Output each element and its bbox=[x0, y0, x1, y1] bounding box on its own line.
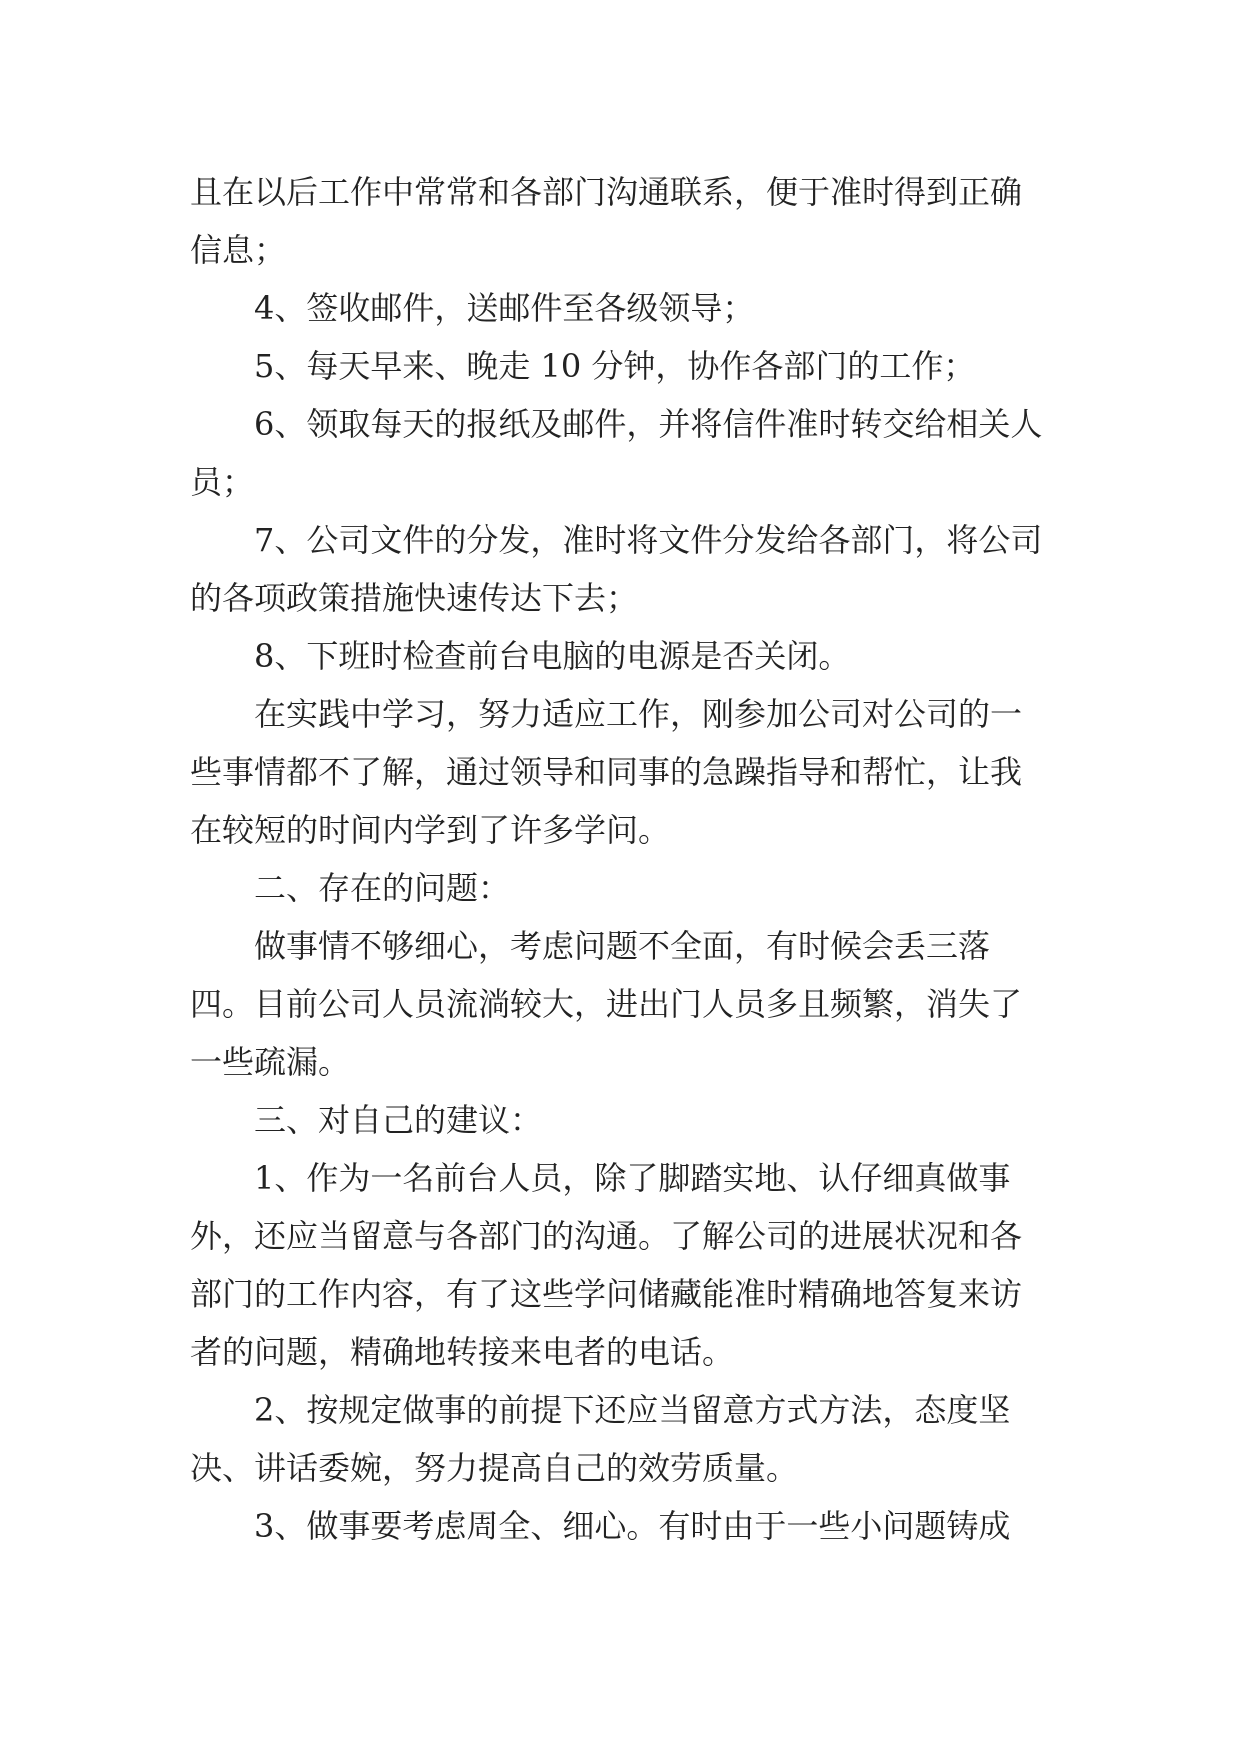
paragraph-problems: 做事情不够细心，考虑问题不全面，有时候会丢三落四。目前公司人员流淌较大，进出门人员多且频繁，消失了一些疏漏。 bbox=[190, 927, 1023, 1081]
paragraph-item-4: 4、签收邮件，送邮件至各级领导； bbox=[254, 289, 755, 327]
section-heading-suggestions: 三、对自己的建议： bbox=[254, 1101, 543, 1139]
paragraph-item-5: 5、每天早来、晚走 10 分钟，协作各部门的工作； bbox=[254, 347, 976, 385]
section-heading-problems: 二、存在的问题： bbox=[254, 869, 511, 907]
document-body bbox=[190, 163, 1052, 1555]
paragraph-item-6: 6、领取每天的报纸及邮件，并将信件准时转交给相关人员； bbox=[190, 405, 1043, 501]
paragraph-learning: 在实践中学习，努力适应工作，刚参加公司对公司的一些事情都不了解，通过领导和同事的急躁指导和帮忙，让我在较短的时间内学到了许多学问。 bbox=[190, 695, 1023, 849]
paragraph-suggestion-3: 3、做事要考虑周全、细心。有时由于一些小问题铸成 bbox=[254, 1507, 1011, 1545]
paragraph-continuation: 且在以后工作中常常和各部门沟通联系，便于准时得到正确信息； bbox=[190, 173, 1023, 269]
paragraph-suggestion-2: 2、按规定做事的前提下还应当留意方式方法，态度坚决、讲话委婉，努力提高自己的效劳质量。 bbox=[190, 1391, 1011, 1487]
paragraph-item-7: 7、公司文件的分发，准时将文件分发给各部门，将公司的各项政策措施快速传达下去； bbox=[190, 521, 1043, 617]
paragraph-suggestion-1: 1、作为一名前台人员，除了脚踏实地、认仔细真做事外，还应当留意与各部门的沟通。了解公司的进展状况和各部门的工作内容，有了这些学问储藏能准时精确地答复来访者的问题，精确地转接来电者的电话。 bbox=[190, 1159, 1023, 1371]
paragraph-item-8: 8、下班时检查前台电脑的电源是否关闭。 bbox=[254, 637, 851, 675]
